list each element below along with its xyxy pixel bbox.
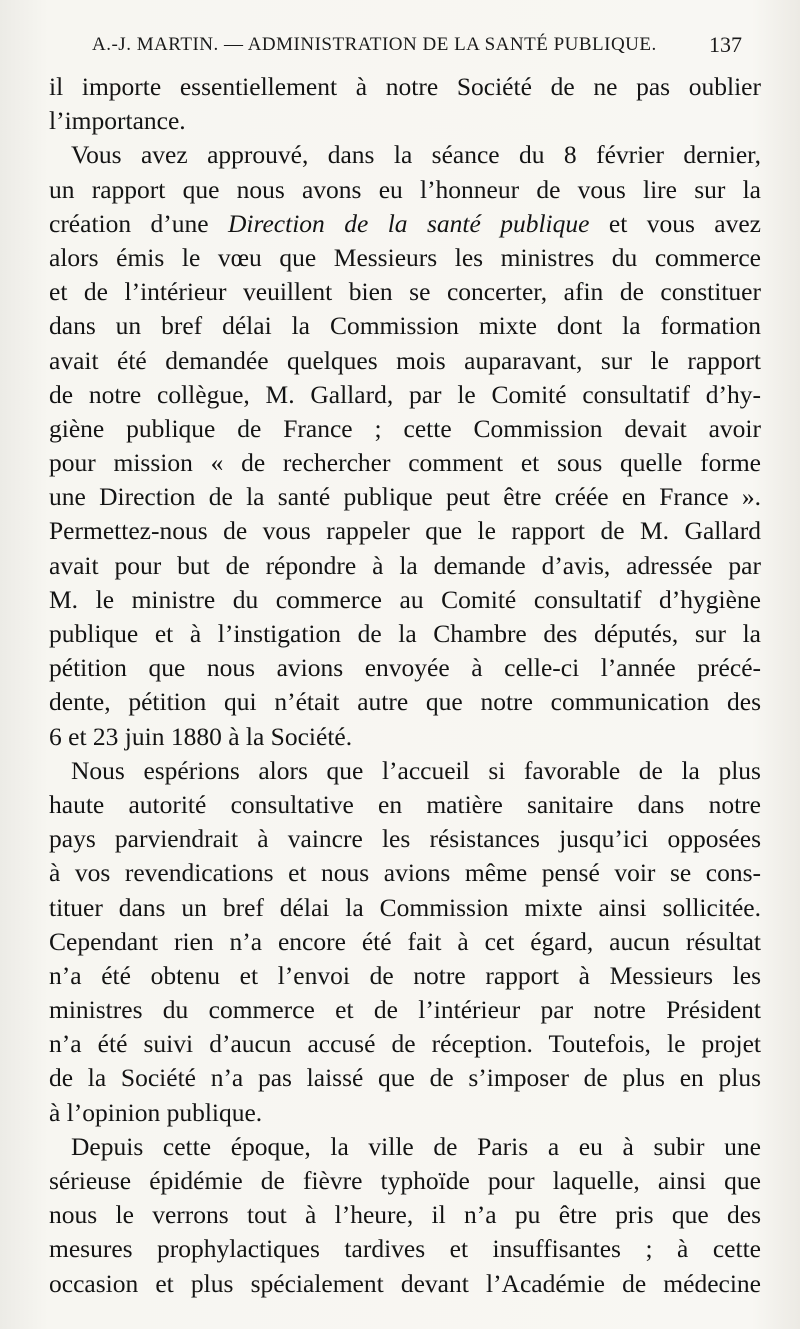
- text-line: de notre collègue, M. Gallard, par le Comité consultatif d’hy-: [49, 379, 761, 409]
- text-line: une Direction de la santé publique peut être créée en France ».: [49, 482, 761, 512]
- text-line: un rapport que nous avons eu l’honneur de vous lire sur la: [49, 174, 761, 204]
- text-line: tituer dans un bref délai la Commission mixte ainsi sollicitée.: [49, 892, 761, 922]
- text-line: à l’opinion publique.: [49, 1097, 263, 1127]
- text-line: nous le verrons tout à l’heure, il n’a pu être pris que des: [49, 1200, 761, 1230]
- paragraph-start-line: Nous espérions alors que l’accueil si favorable de la plus: [71, 755, 761, 785]
- running-title: A.-J. MARTIN. — ADMINISTRATION DE LA SANTÉ PUBLIQUE.: [92, 34, 657, 55]
- text-line: 6 et 23 juin 1880 à la Société.: [49, 721, 353, 751]
- page-number: 137: [709, 32, 742, 57]
- running-header: [92, 34, 742, 60]
- text-line: n’a été obtenu et l’envoi de notre rapport à Messieurs les: [49, 960, 761, 990]
- text-line: Permettez-nous de vous rappeler que le rapport de M. Gallard: [49, 516, 761, 546]
- text-line: giène publique de France ; cette Commission devait avoir: [49, 413, 761, 443]
- text-line: l’importance.: [49, 106, 186, 136]
- text-line: ministres du commerce et de l’intérieur par notre Président: [49, 995, 761, 1025]
- text-line: mesures prophylactiques tardives et insuffisantes ; à cette: [49, 1234, 761, 1264]
- text-line: [49, 207, 761, 241]
- text-run: création d’une: [49, 208, 229, 238]
- body-text: [49, 70, 761, 1301]
- text-line: à vos revendications et nous avions même pensé voir se cons-: [49, 858, 761, 888]
- text-line: et de l’intérieur veuillent bien se concerter, afin de constituer: [49, 277, 761, 307]
- text-line: publique et à l’instigation de la Chambre des députés, sur la: [49, 619, 761, 648]
- text-line: avait été demandée quelques mois auparavant, sur le rapport: [49, 345, 761, 375]
- paragraph-start-line: Vous avez approuvé, dans la séance du 8 février dernier,: [71, 140, 761, 170]
- paragraph-start-line: Depuis cette époque, la ville de Paris a eu à subir une: [71, 1131, 761, 1161]
- text-line: pays parviendrait à vaincre les résistances jusqu’ici opposées: [49, 824, 761, 854]
- italic-title: Direction de la santé publique: [228, 208, 590, 238]
- text-line: avait pour but de répondre à la demande d’avis, adressée par: [49, 550, 761, 580]
- text-line: il importe essentiellement à notre Société de ne pas oublier: [49, 72, 761, 101]
- text-line: Cependant rien n’a encore été fait à cet égard, aucun résultat: [49, 926, 761, 956]
- text-line: pour mission « de rechercher comment et sous quelle forme: [49, 448, 761, 478]
- text-line: dans un bref délai la Commission mixte dont la formation: [49, 311, 761, 341]
- text-line: alors émis le vœu que Messieurs les ministres du commerce: [49, 242, 761, 272]
- text-line: dente, pétition qui n’était autre que notre communication des: [49, 687, 761, 717]
- text-line: de la Société n’a pas laissé que de s’imposer de plus en plus: [49, 1063, 761, 1093]
- text-line: M. le ministre du commerce au Comité consultatif d’hygiène: [49, 584, 761, 614]
- text-line: sérieuse épidémie de fièvre typhoïde pour laquelle, ainsi que: [49, 1166, 761, 1195]
- text-line: occasion et plus spécialement devant l’Académie de médecine: [49, 1268, 761, 1298]
- text-line: n’a été suivi d’aucun accusé de réception. Toutefois, le projet: [49, 1029, 761, 1059]
- text-line: pétition que nous avions envoyée à celle-ci l’année précé-: [49, 653, 761, 683]
- text-run: et vous avez: [589, 208, 761, 238]
- text-line: haute autorité consultative en matière sanitaire dans notre: [49, 789, 761, 819]
